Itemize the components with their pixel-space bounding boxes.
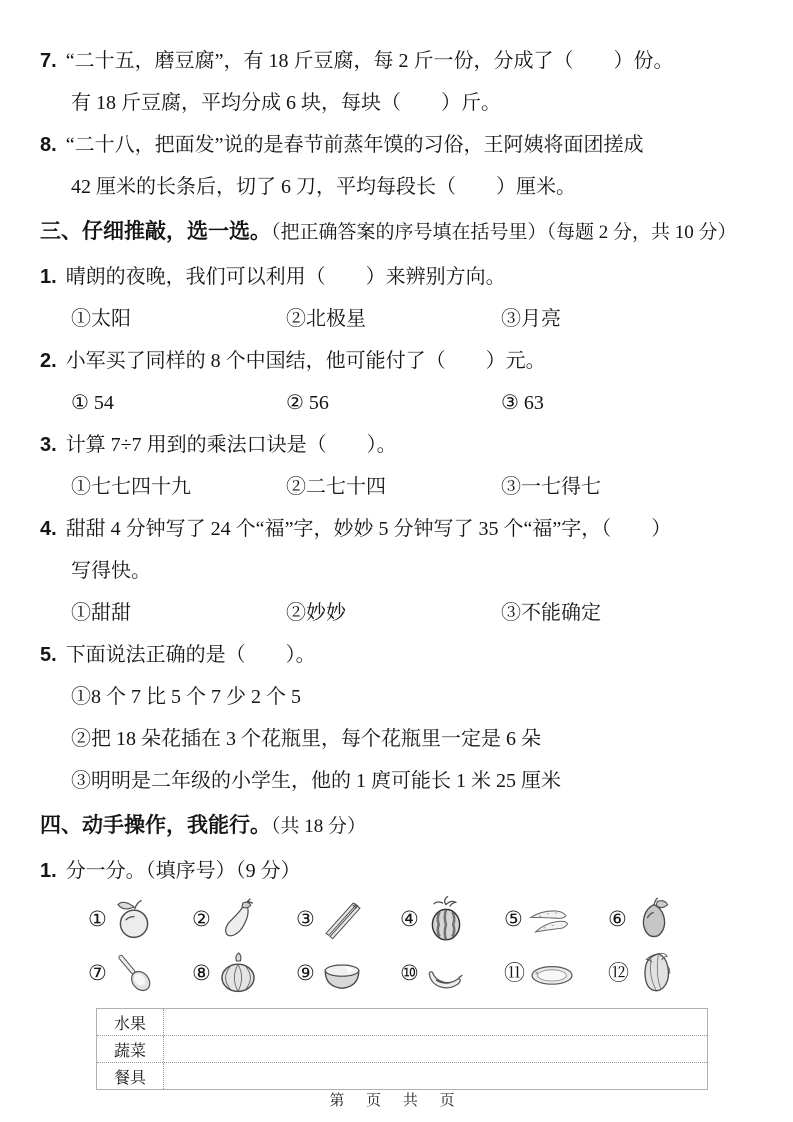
table-row-vegetable [97,1035,707,1062]
question-number: 2. [40,350,57,372]
question-8-line-2: 42 厘米的长条后，切了 6 刀，平均每段长（ ）厘米。 [71,176,576,198]
q5-statement-2: ②把 18 朵花插在 3 个花瓶里，每个花瓶里一定是 6 朵 [71,728,541,750]
item-2 [192,895,296,943]
apple-icon [110,895,158,943]
option-2: ②妙妙 [286,602,346,624]
item-number: ④ [400,906,419,931]
item-number: ⑦ [88,960,107,985]
question-text: 晴朗的夜晚，我们可以利用（ ）来辨别方向。 [65,266,506,288]
section-3-note: （把正确答案的序号填在括号里）（每题 2 分，共 10 分） [271,222,737,243]
eggplant-icon [214,895,262,943]
classification-table [96,1008,708,1090]
row-label-fruit: 水果 [97,1009,164,1035]
sorting-items-row-2 [88,946,767,1000]
row-label-tableware: 餐具 [97,1063,164,1089]
option-3: ③月亮 [501,308,561,330]
item-5 [504,895,608,943]
answer-cell-vegetable [164,1036,707,1062]
option-3: ③ 63 [501,392,544,414]
cabbage-icon [632,949,680,997]
q1-options [40,298,767,340]
q4-options [40,592,767,634]
section-3-header [40,208,767,256]
question-7-line-1 [40,40,767,82]
banana-icon [422,949,470,997]
option-3: ③不能确定 [501,602,601,624]
item-number: ① [88,906,107,931]
question-number: 4. [40,518,57,540]
choice-question-5 [40,634,767,802]
item-12 [608,949,712,997]
row-label-vegetable: 蔬菜 [97,1036,164,1062]
pear-icon [630,895,678,943]
question-7 [40,40,767,124]
q2-options [40,382,767,424]
hands-on-question-1 [40,850,767,892]
question-text: 计算 7÷7 用到的乘法口诀是（ ）。 [65,434,397,456]
option-1: ① 54 [71,392,114,414]
answer-cell-tableware [164,1063,707,1089]
option-1: ①甜甜 [71,602,131,624]
question-text: “二十五，磨豆腐”，有 18 斤豆腐，每 2 斤一份，分成了（ ）份。 [65,50,674,72]
item-8 [192,949,296,997]
question-number: 1. [40,860,57,882]
option-3: ③一七得七 [501,476,601,498]
question-text: “二十八，把面发”说的是春节前蒸年馍的习俗，王阿姨将面团搓成 [65,134,644,156]
item-7 [88,949,192,997]
item-number: ③ [296,906,315,931]
item-number: ⑨ [296,960,315,985]
item-9 [296,949,400,997]
item-number: ⑧ [192,960,211,985]
question-text: 甜甜 4 分钟写了 24 个“福”字，妙妙 5 分钟写了 35 个“福”字，（ ） [65,518,672,540]
option-1: ①太阳 [71,308,131,330]
section-4-note: （共 18 分） [271,816,367,837]
item-number: ② [192,906,211,931]
spoon-icon [110,949,158,997]
choice-question-1 [40,256,767,340]
choice-question-4 [40,508,767,634]
watermelon-icon [422,895,470,943]
question-7-line-2: 有 18 斤豆腐，平均分成 6 块，每块（ ）斤。 [71,92,501,114]
item-number: ⑩ [400,960,419,985]
option-1: ①七七四十九 [71,476,191,498]
question-text: 分一分。（填序号）（9 分） [65,860,301,882]
section-4-title: 四、动手操作，我能行。 [40,814,271,837]
item-3 [296,895,400,943]
table-row-tableware [97,1062,707,1089]
question-number: 3. [40,434,57,456]
option-2: ② 56 [286,392,329,414]
question-8 [40,124,767,208]
choice-question-3 [40,424,767,508]
bowl-icon [318,949,366,997]
item-10 [400,949,504,997]
q5-statement-1: ①8 个 7 比 5 个 7 少 2 个 5 [71,686,301,708]
item-number: ⑥ [608,906,627,931]
question-text: 小军买了同样的 8 个中国结，他可能付了（ ）元。 [65,350,546,372]
choice-question-2 [40,340,767,424]
q3-options [40,466,767,508]
plate-icon [528,949,576,997]
question-number: 8. [40,134,57,156]
question-number: 7. [40,50,57,72]
section-3-title: 三、仔细推敲，选一选。 [40,220,271,243]
yam-icon [526,895,574,943]
item-1 [88,895,192,943]
item-4 [400,895,504,943]
option-2: ②北极星 [286,308,366,330]
sorting-items-row-1 [88,892,767,946]
item-11 [504,949,608,997]
item-6 [608,895,712,943]
item-number: ⑪ [504,960,525,985]
question-number: 1. [40,266,57,288]
answer-cell-fruit [164,1009,707,1035]
item-number: ⑤ [504,906,523,931]
question-text: 下面说法正确的是（ ）。 [65,644,316,666]
q5-statement-3: ③明明是二年级的小学生，他的 1 庹可能长 1 米 25 厘米 [71,770,561,792]
section-4-header [40,802,767,850]
option-2: ②二七十四 [286,476,386,498]
pumpkin-icon [214,949,262,997]
question-4-line-2: 写得快。 [71,560,151,582]
item-number: ⑫ [608,960,629,985]
page-footer: 第 页 共 页 [329,1093,464,1109]
question-8-line-1 [40,124,767,166]
question-number: 5. [40,644,57,666]
table-row-fruit [97,1009,707,1035]
chopsticks-icon [318,895,366,943]
